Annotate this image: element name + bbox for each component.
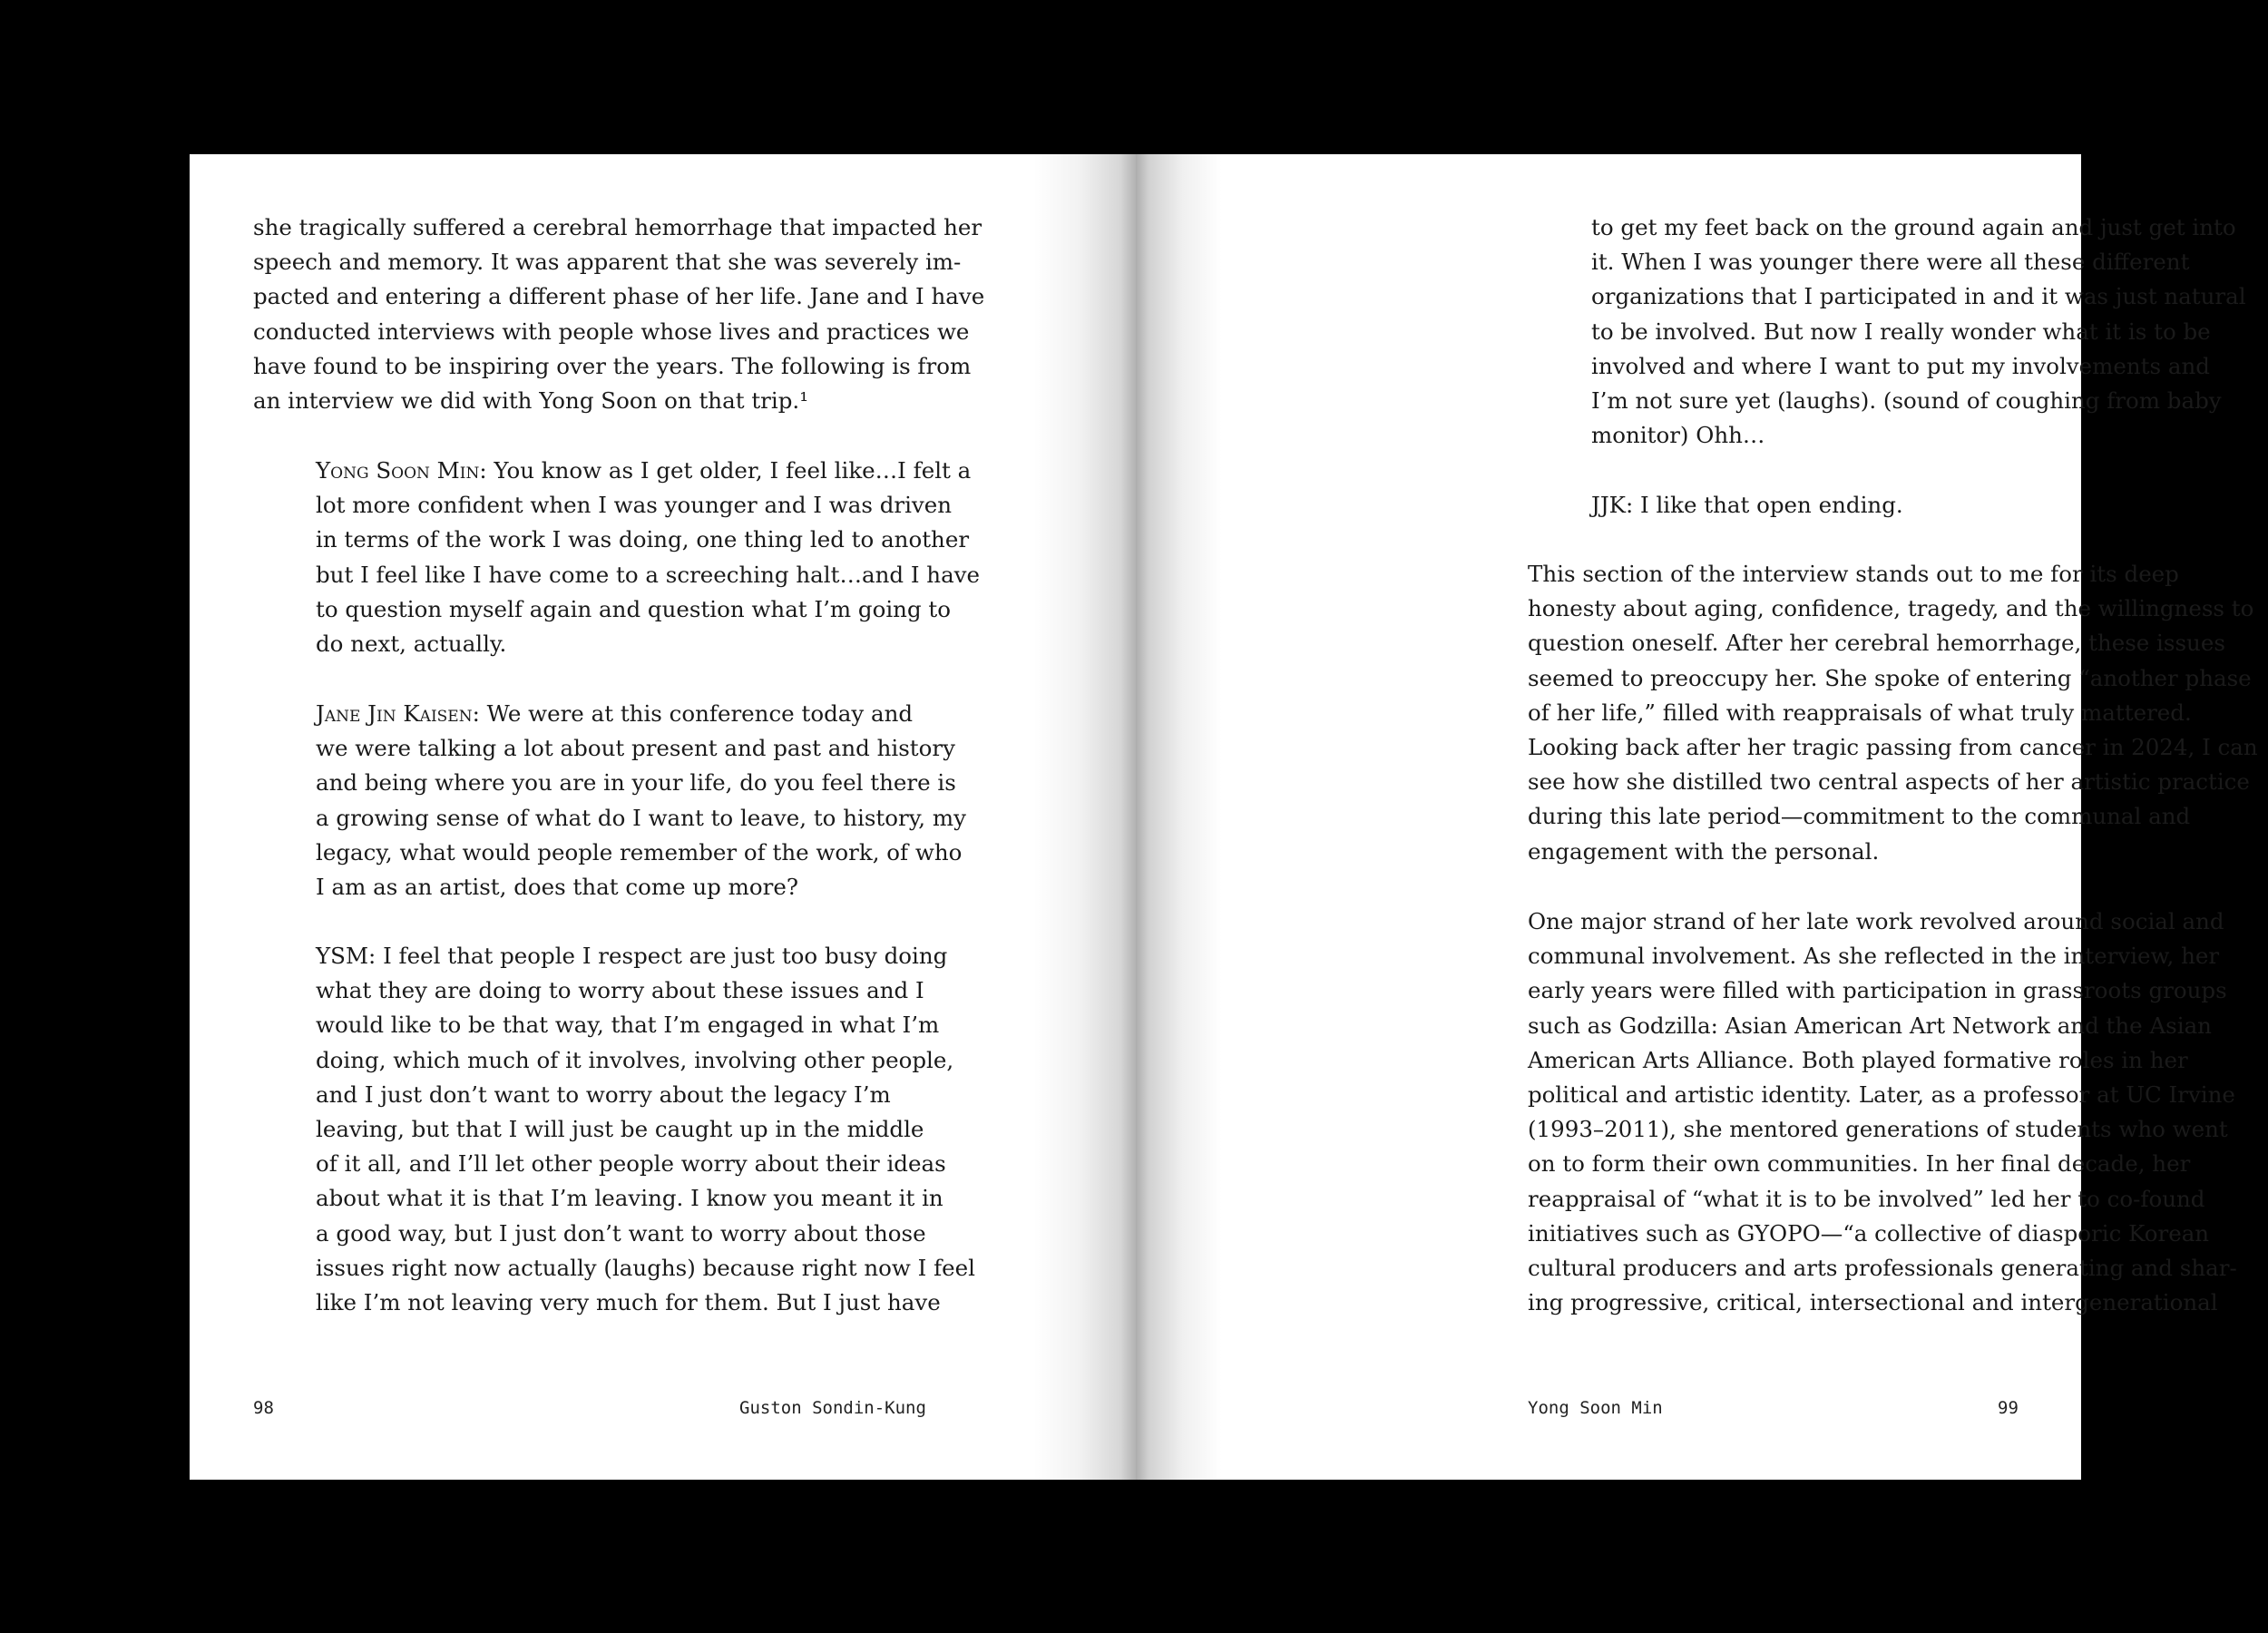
text-line: to be involved. But now I really wonder what it is to be bbox=[1591, 318, 2211, 345]
body-paragraph-2 bbox=[1528, 905, 2237, 1320]
ysm-answer bbox=[316, 939, 975, 1320]
running-head: Guston Sondin-Kung bbox=[739, 1398, 926, 1418]
text-line: American Arts Alliance. Both played formative roles in her bbox=[1528, 1046, 2188, 1073]
text-line: of her life,” filled with reappraisals of what truly mattered. bbox=[1528, 699, 2192, 726]
ysm-quote bbox=[316, 454, 980, 661]
text-line: pacted and entering a different phase of her life. Jane and I have bbox=[253, 283, 985, 310]
text-line: to get my feet back on the ground again and just get into bbox=[1591, 214, 2236, 240]
left-page bbox=[190, 154, 1135, 1480]
running-head: Yong Soon Min bbox=[1528, 1398, 1663, 1418]
text-line: cultural producers and arts professionals generating and shar- bbox=[1528, 1255, 2237, 1282]
text-line: conducted interviews with people whose lives and practices we bbox=[253, 318, 970, 345]
text-line: YSM: I feel that people I respect are just too busy doing bbox=[316, 943, 948, 969]
text-line: see how she distilled two central aspects of her artistic practice bbox=[1528, 768, 2250, 796]
text-line: doing, which much of it involves, involving other people, bbox=[316, 1046, 954, 1073]
text-line: (1993–2011), she mentored generations of students who went bbox=[1528, 1116, 2228, 1143]
text-line: reappraisal of “what it is to be involved” led her to co-found bbox=[1528, 1185, 2205, 1212]
intro-paragraph bbox=[253, 210, 984, 418]
text-line: ing progressive, critical, intersectional and intergenerational bbox=[1528, 1289, 2218, 1316]
text-line: a good way, but I just don’t want to worry about those bbox=[316, 1219, 926, 1247]
text-line: speech and memory. It was apparent that she was severely im- bbox=[253, 249, 962, 276]
text-line: involved and where I want to put my involvements and bbox=[1591, 352, 2210, 379]
text-line: of it all, and I’ll let other people worry about their ideas bbox=[316, 1150, 946, 1178]
book-spread bbox=[190, 154, 2258, 1480]
speaker-name: Jane Jin Kaisen bbox=[316, 700, 473, 727]
text-line: and being where you are in your life, do you feel there is bbox=[316, 769, 956, 797]
text-line: such as Godzilla: Asian American Art Network and the Asian bbox=[1528, 1012, 2212, 1039]
text-line: Looking back after her tragic passing from cancer in 2024, I can bbox=[1528, 734, 2258, 761]
text-line: an interview we did with Yong Soon on that trip.¹ bbox=[253, 387, 809, 415]
text-line: on to form their own communities. In her final decade, her bbox=[1528, 1150, 2191, 1178]
text-line: monitor) Ohh… bbox=[1591, 422, 1765, 449]
text-line: organizations that I participated in and it was just natural bbox=[1591, 283, 2246, 310]
text-line: would like to be that way, that I’m engaged in what I’m bbox=[316, 1012, 940, 1039]
jjk-quote bbox=[316, 697, 966, 905]
text-line: and I just don’t want to worry about the legacy I’m bbox=[316, 1081, 891, 1108]
right-page bbox=[1136, 154, 2258, 1480]
text-line: we were talking a lot about present and past and history bbox=[316, 735, 955, 762]
speaker-name: Yong Soon Min bbox=[316, 457, 480, 484]
text-line: legacy, what would people remember of the work, of who bbox=[316, 838, 963, 865]
jjk-reply bbox=[1591, 488, 1903, 523]
text-line: issues right now actually (laughs) because right now I feel bbox=[316, 1254, 976, 1281]
text-line: honesty about aging, confidence, tragedy, and the willingness to bbox=[1528, 595, 2254, 622]
text-line: she tragically suffered a cerebral hemorrhage that impacted her bbox=[253, 214, 982, 240]
text-line: about what it is that I’m leaving. I know you meant it in bbox=[316, 1185, 943, 1212]
page-number: 98 bbox=[253, 1398, 274, 1418]
page-number: 99 bbox=[1998, 1398, 2019, 1418]
text-line: in terms of the work I was doing, one thing led to another bbox=[316, 526, 970, 553]
text-line: early years were filled with participation in grassroots groups bbox=[1528, 977, 2227, 1004]
text-line: initiatives such as GYOPO—“a collective of diasporic Korean bbox=[1528, 1219, 2210, 1247]
text-line: but I feel like I have come to a screeching halt…and I have bbox=[316, 561, 981, 588]
text-line: political and artistic identity. Later, as a professor at UC Irvine bbox=[1528, 1081, 2235, 1109]
text-line: a growing sense of what do I want to leave, to history, my bbox=[316, 804, 966, 831]
text-line: like I’m not leaving very much for them. But I just have bbox=[316, 1289, 941, 1316]
body-paragraph-1 bbox=[1528, 557, 2258, 869]
text-line: leaving, but that I will just be caught up in the middle bbox=[316, 1116, 924, 1143]
text-line: it. When I was younger there were all these different bbox=[1591, 249, 2190, 276]
text-line: Yong Soon Min: You know as I get older, I feel like…I felt a bbox=[316, 457, 972, 484]
text-line: seemed to preoccupy her. She spoke of entering “another phase bbox=[1528, 664, 2252, 691]
text-line: do next, actually. bbox=[316, 631, 507, 658]
text-line: to question myself again and question what I’m going to bbox=[316, 595, 952, 622]
text-line: I’m not sure yet (laughs). (sound of coughing from baby bbox=[1591, 387, 2222, 415]
text-line: This section of the interview stands out to me for its deep bbox=[1528, 561, 2179, 587]
text-line: have found to be inspiring over the years. The following is from bbox=[253, 352, 972, 379]
text-line: One major strand of her late work revolved around social and bbox=[1528, 908, 2224, 934]
text-line: what they are doing to worry about these issues and I bbox=[316, 977, 924, 1004]
text-line: I am as an artist, does that come up more? bbox=[316, 874, 798, 901]
text-line: lot more confident when I was younger and I was driven bbox=[316, 492, 953, 519]
interview-continuation bbox=[1591, 210, 2246, 453]
text-line: JJK: I like that open ending. bbox=[1591, 492, 1903, 518]
text-line: question oneself. After her cerebral hemorrhage, these issues bbox=[1528, 630, 2225, 657]
text-line: engagement with the personal. bbox=[1528, 837, 1880, 865]
text-line: Jane Jin Kaisen: We were at this conference today and bbox=[316, 700, 914, 727]
text-line: during this late period—commitment to the communal and bbox=[1528, 803, 2191, 830]
text-line: communal involvement. As she reflected in the interview, her bbox=[1528, 943, 2220, 970]
